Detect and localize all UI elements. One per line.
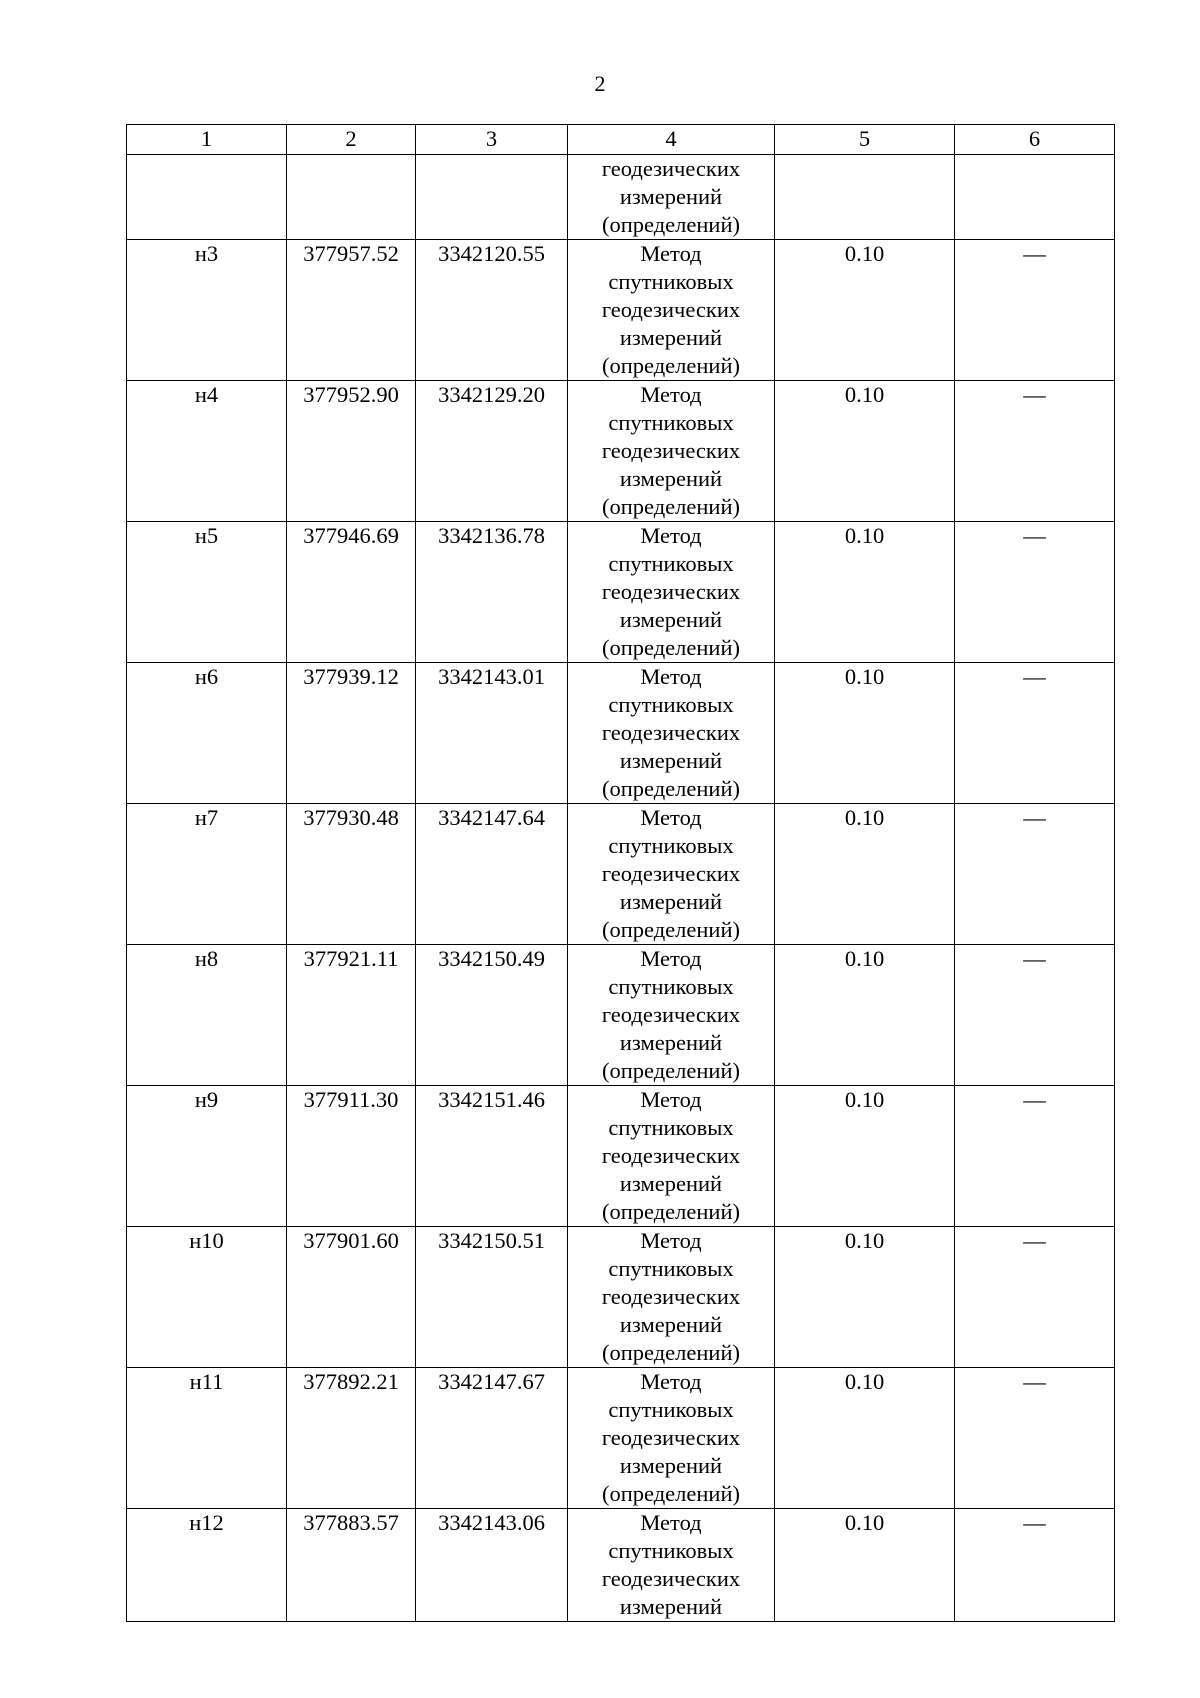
accuracy-cell: 0.10: [775, 381, 955, 522]
method-line: Метод: [640, 382, 702, 407]
method-line: (определений): [602, 635, 740, 660]
accuracy-cell: 0.10: [775, 1368, 955, 1509]
description-cell: —: [955, 240, 1115, 381]
x-coordinate-cell: 377901.60: [287, 1227, 416, 1368]
table-header: [127, 125, 1115, 155]
method-cell: [568, 945, 775, 1086]
table-row: [127, 1086, 1115, 1227]
method-line: геодезических: [601, 1566, 741, 1591]
method-cell: [568, 1227, 775, 1368]
description-cell: —: [955, 945, 1115, 1086]
method-line: геодезических: [601, 1002, 741, 1027]
y-coordinate-cell: [416, 155, 568, 240]
page-number: 2: [594, 71, 606, 96]
method-line: (определений): [602, 776, 740, 801]
method-line: геодезических: [601, 861, 741, 886]
header-col-6: 6: [955, 125, 1115, 155]
accuracy-cell: 0.10: [775, 1086, 955, 1227]
method-line: Метод: [640, 805, 702, 830]
accuracy-cell: 0.10: [775, 804, 955, 945]
x-coordinate-cell: 377921.11: [287, 945, 416, 1086]
method-line: (определений): [602, 353, 740, 378]
header-col-2: 2: [287, 125, 416, 155]
header-col-5: 5: [775, 125, 955, 155]
table-row: [127, 1227, 1115, 1368]
description-cell: —: [955, 1086, 1115, 1227]
y-coordinate-cell: 3342136.78: [416, 522, 568, 663]
x-coordinate-cell: 377883.57: [287, 1509, 416, 1622]
x-coordinate-cell: [287, 155, 416, 240]
method-line: измерений: [619, 1312, 723, 1337]
method-line: геодезических: [601, 297, 741, 322]
method-line: Метод: [640, 664, 702, 689]
point-cell: н11: [127, 1368, 287, 1509]
y-coordinate-cell: 3342150.51: [416, 1227, 568, 1368]
method-line: спутниковых: [608, 269, 734, 294]
method-line: (определений): [602, 1199, 740, 1224]
method-line: геодезических: [601, 720, 741, 745]
method-line: (определений): [602, 212, 740, 237]
point-cell: н5: [127, 522, 287, 663]
method-cell: [568, 240, 775, 381]
method-line: измерений: [619, 607, 723, 632]
table-row: [127, 804, 1115, 945]
accuracy-cell: [775, 155, 955, 240]
method-line: геодезических: [601, 438, 741, 463]
header-col-1: 1: [127, 125, 287, 155]
continuation-row: [127, 155, 1115, 240]
description-cell: —: [955, 663, 1115, 804]
y-coordinate-cell: 3342147.67: [416, 1368, 568, 1509]
method-cell: [568, 1368, 775, 1509]
x-coordinate-cell: 377930.48: [287, 804, 416, 945]
method-line: измерений: [619, 748, 723, 773]
accuracy-cell: 0.10: [775, 945, 955, 1086]
description-cell: —: [955, 381, 1115, 522]
method-line: измерений: [619, 466, 723, 491]
method-line: измерений: [619, 889, 723, 914]
accuracy-cell: 0.10: [775, 663, 955, 804]
x-coordinate-cell: 377892.21: [287, 1368, 416, 1509]
x-coordinate-cell: 377946.69: [287, 522, 416, 663]
method-line: спутниковых: [608, 1256, 734, 1281]
method-line: Метод: [640, 523, 702, 548]
method-line: (определений): [602, 917, 740, 942]
method-line: спутниковых: [608, 410, 734, 435]
method-line: Метод: [640, 1510, 702, 1535]
accuracy-cell: 0.10: [775, 1509, 955, 1622]
x-coordinate-cell: 377939.12: [287, 663, 416, 804]
description-cell: —: [955, 1509, 1115, 1622]
description-cell: —: [955, 522, 1115, 663]
y-coordinate-cell: 3342147.64: [416, 804, 568, 945]
method-line: (определений): [602, 494, 740, 519]
method-line: измерений: [619, 1594, 723, 1619]
method-line: (определений): [602, 1340, 740, 1365]
table-row: [127, 522, 1115, 663]
method-line: спутниковых: [608, 551, 734, 576]
method-cell: [568, 1086, 775, 1227]
method-cell: [568, 155, 775, 240]
point-cell: н3: [127, 240, 287, 381]
y-coordinate-cell: 3342151.46: [416, 1086, 568, 1227]
method-line: измерений: [619, 325, 723, 350]
point-cell: н12: [127, 1509, 287, 1622]
point-cell: н9: [127, 1086, 287, 1227]
method-line: Метод: [640, 1087, 702, 1112]
point-cell: н4: [127, 381, 287, 522]
coordinates-table: [126, 124, 1115, 1622]
accuracy-cell: 0.10: [775, 1227, 955, 1368]
method-line: Метод: [640, 241, 702, 266]
method-cell: [568, 663, 775, 804]
method-line: геодезических: [601, 1284, 741, 1309]
y-coordinate-cell: 3342143.01: [416, 663, 568, 804]
point-cell: н8: [127, 945, 287, 1086]
method-line: Метод: [640, 1228, 702, 1253]
method-cell: [568, 381, 775, 522]
header-row: [127, 125, 1115, 155]
description-cell: —: [955, 1368, 1115, 1509]
method-cell: [568, 1509, 775, 1622]
method-line: измерений: [619, 184, 723, 209]
method-line: измерений: [619, 1453, 723, 1478]
method-line: Метод: [640, 1369, 702, 1394]
y-coordinate-cell: 3342150.49: [416, 945, 568, 1086]
accuracy-cell: 0.10: [775, 240, 955, 381]
description-cell: [955, 155, 1115, 240]
table-row: [127, 945, 1115, 1086]
method-cell: [568, 522, 775, 663]
accuracy-cell: 0.10: [775, 522, 955, 663]
table-row: [127, 1368, 1115, 1509]
header-col-4: 4: [568, 125, 775, 155]
point-cell: н10: [127, 1227, 287, 1368]
method-cell: [568, 804, 775, 945]
method-line: спутниковых: [608, 1397, 734, 1422]
header-col-3: 3: [416, 125, 568, 155]
table-row: [127, 663, 1115, 804]
method-line: геодезических: [601, 156, 741, 181]
method-line: (определений): [602, 1058, 740, 1083]
method-line: геодезических: [601, 1143, 741, 1168]
method-line: спутниковых: [608, 1538, 734, 1563]
method-line: (определений): [602, 1481, 740, 1506]
table-body: [127, 155, 1115, 1622]
table-row: [127, 381, 1115, 522]
point-cell: [127, 155, 287, 240]
x-coordinate-cell: 377957.52: [287, 240, 416, 381]
method-line: геодезических: [601, 1425, 741, 1450]
method-line: спутниковых: [608, 1115, 734, 1140]
method-line: спутниковых: [608, 692, 734, 717]
y-coordinate-cell: 3342120.55: [416, 240, 568, 381]
description-cell: —: [955, 1227, 1115, 1368]
x-coordinate-cell: 377911.30: [287, 1086, 416, 1227]
y-coordinate-cell: 3342129.20: [416, 381, 568, 522]
table-row: [127, 240, 1115, 381]
method-line: спутниковых: [608, 833, 734, 858]
method-line: измерений: [619, 1171, 723, 1196]
method-line: геодезических: [601, 579, 741, 604]
y-coordinate-cell: 3342143.06: [416, 1509, 568, 1622]
method-line: измерений: [619, 1030, 723, 1055]
description-cell: —: [955, 804, 1115, 945]
point-cell: н6: [127, 663, 287, 804]
table-row: [127, 1509, 1115, 1622]
method-line: спутниковых: [608, 974, 734, 999]
point-cell: н7: [127, 804, 287, 945]
method-line: Метод: [640, 946, 702, 971]
x-coordinate-cell: 377952.90: [287, 381, 416, 522]
